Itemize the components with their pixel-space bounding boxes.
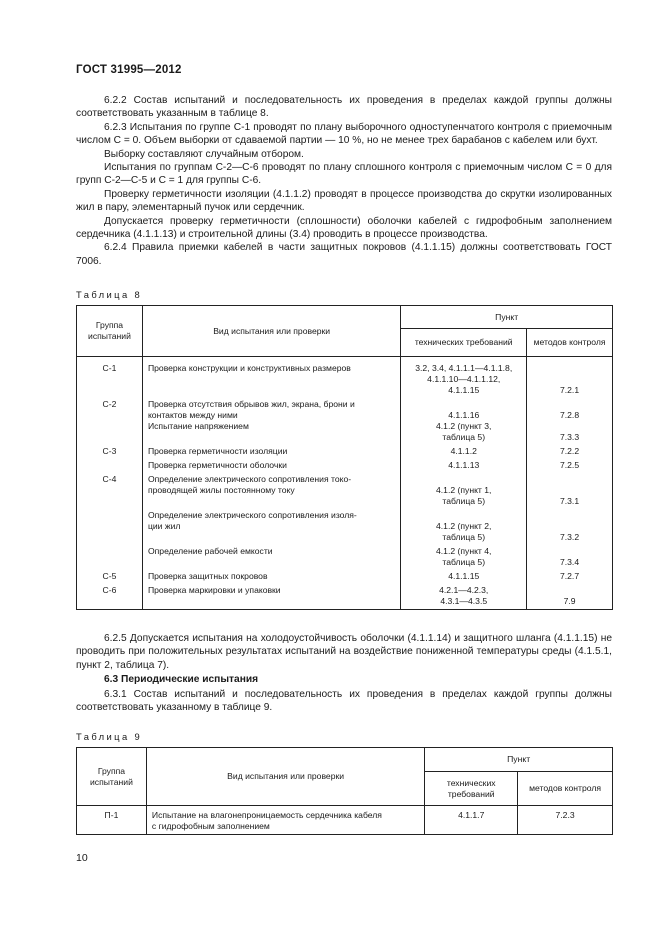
header-kind: Вид испытания или проверки (142, 306, 400, 357)
cell-methods (527, 443, 613, 457)
cell-kind (142, 507, 400, 543)
cell-line: Определение электрического сопротивления токо- (147, 474, 352, 484)
cell-line (406, 510, 521, 521)
cell-line (532, 399, 607, 410)
cell-line: 4.2.1—4.2.3, (439, 585, 489, 595)
cell-line: 7.2.7 (559, 571, 580, 581)
cell-kind (142, 543, 400, 568)
paragraph: Испытания по группам С-2—С-6 проводят по плану сплошного контроля с приемочным числом C = 0 для групп С-2—С-5 и C = 1 для группы С-6. (76, 162, 612, 187)
section-heading: 6.3 Периодические испытания (104, 674, 259, 686)
cell-line: 4.1.1.16 (448, 410, 480, 420)
cell-line: Проверка отсутствия обрывов жил, экрана, брони и (147, 399, 355, 409)
paragraph: 6.2.2 Состав испытаний и последовательность их проведения в пределах каждой группы должны соответствовать указанным в таблице 8. (76, 95, 612, 120)
cell-kind (142, 357, 400, 397)
table8-body (77, 357, 613, 610)
cell-line (82, 460, 137, 471)
header-tech: технических требований (425, 772, 518, 806)
cell-line (532, 510, 607, 521)
cell-kind (142, 471, 400, 507)
cell-line: Определение рабочей емкости (147, 546, 273, 556)
page-number: 10 (76, 852, 88, 864)
cell-line (406, 474, 521, 485)
cell-methods (527, 507, 613, 543)
cell-line: 4.1.1.2 (450, 446, 477, 456)
cell-line: 7.2.8 (559, 410, 580, 420)
cell-line (532, 485, 607, 496)
paragraph: 6.2.4 Правила приемки кабелей в части защитных покровов (4.1.1.15) должны соответствовать ГОСТ 7006. (76, 242, 612, 267)
cell-line: проводящей жилы постоянному току (147, 485, 295, 495)
cell-kind (142, 568, 400, 582)
cell-methods (518, 806, 613, 835)
cell-tech (401, 543, 527, 568)
cell-line: 4.1.1.7 (458, 810, 485, 820)
mid-text (76, 632, 612, 714)
table-row (77, 582, 613, 610)
cell-line: 4.1.1.10—4.1.1.12, (427, 374, 501, 384)
cell-group (77, 357, 143, 397)
cell-line: 4.1.2 (пункт 2, (436, 521, 492, 531)
cell-tech (401, 396, 527, 443)
cell-methods (527, 396, 613, 443)
cell-line: 4.1.1.15 (448, 571, 480, 581)
cell-line: С-3 (102, 446, 117, 456)
cell-line: Проверка герметичности изоляции (147, 446, 288, 456)
cell-line (532, 521, 607, 532)
cell-methods (527, 543, 613, 568)
cell-line (532, 474, 607, 485)
cell-tech (401, 471, 527, 507)
cell-line (532, 421, 607, 432)
paragraph: Проверку герметичности изоляции (4.1.1.2) проводят в процессе производства до скрутки изолированных жил в пару, элементарный пучок или сердечник. (76, 188, 612, 214)
cell-line (82, 546, 137, 557)
cell-line: 4.1.1.13 (448, 460, 480, 470)
table-row (77, 543, 613, 568)
cell-methods (527, 582, 613, 610)
cell-line: 3.2, 3.4, 4.1.1.1—4.1.1.8, (415, 363, 513, 373)
cell-line: Проверка маркировки и упаковки (147, 585, 281, 595)
cell-line: Проверка герметичности оболочки (147, 460, 287, 470)
cell-tech (401, 568, 527, 582)
header-group: Группа испытаний (77, 748, 147, 806)
cell-line: 7.9 (563, 596, 576, 606)
cell-line (406, 399, 521, 410)
header-tech: технических требований (401, 329, 527, 357)
cell-line: таблица 5) (442, 532, 486, 542)
cell-tech (401, 507, 527, 543)
cell-line: таблица 5) (442, 496, 486, 506)
cell-group (77, 806, 147, 835)
header-methods: методов контроля (527, 329, 613, 357)
paragraph: 6.3.1 Состав испытаний и последовательность их проведения в пределах каждой группы должны соответствовать указанному в таблице 9. (76, 688, 612, 714)
cell-kind (142, 396, 400, 443)
table-row (77, 443, 613, 457)
cell-tech (425, 806, 518, 835)
cell-methods (527, 471, 613, 507)
cell-line: таблица 5) (442, 557, 486, 567)
cell-kind (142, 443, 400, 457)
cell-line: П-1 (104, 810, 119, 820)
table9-body (77, 806, 613, 835)
cell-group (77, 543, 143, 568)
table-row (77, 396, 613, 443)
document-header: ГОСТ 31995—2012 (76, 64, 182, 76)
table8-caption: Таблица 8 (76, 289, 143, 300)
cell-line: Определение электрического сопротивления изоля- (147, 510, 357, 520)
cell-line: 7.3.4 (559, 557, 580, 567)
table9-caption: Таблица 9 (76, 731, 143, 742)
cell-kind (142, 457, 400, 471)
cell-line: 7.2.3 (555, 810, 575, 820)
cell-tech (401, 457, 527, 471)
cell-line: ции жил (147, 521, 181, 531)
cell-line: Испытание напряжением (147, 421, 249, 431)
cell-line: С-1 (102, 363, 117, 373)
paragraph: 6.2.3 Испытания по группе С-1 проводят по плану выборочного одноступенчатого контроля с приемочным числом C = 0. Объем выборки от сдаваемой партии — 10 %, но не менее трех барабанов с кабелем или бухт. (76, 121, 612, 147)
header-kind: Вид испытания или проверки (146, 748, 424, 806)
header-group: Группа испытаний (77, 306, 143, 357)
cell-line: 4.1.1.15 (448, 385, 480, 395)
cell-line: 4.1.2 (пункт 1, (436, 485, 492, 495)
cell-group (77, 396, 143, 443)
cell-group (77, 582, 143, 610)
cell-tech (401, 582, 527, 610)
cell-line: 7.2.2 (559, 446, 580, 456)
cell-methods (527, 568, 613, 582)
header-methods: методов контроля (518, 772, 613, 806)
cell-line: Проверка конструкции и конструктивных размеров (147, 363, 351, 373)
cell-line: 7.2.1 (559, 385, 580, 395)
cell-line: 7.3.2 (559, 532, 580, 542)
paragraph: Допускается проверку герметичности (сплошности) оболочки кабелей с гидрофобным заполнением сердечника (4.1.1.13) и строительной длины (3.4) проводить в процессе производства. (76, 215, 612, 241)
cell-group (77, 507, 143, 543)
cell-line (532, 546, 607, 557)
table-row (77, 507, 613, 543)
paragraph: 6.2.5 Допускается испытания на холодоустойчивость оболочки (4.1.1.14) и защитного шланга (4.1.1.15) не проводить при положительных результатах испытаний на воздействие пониженной температуры среды (4.1.5.1, пункт 2, таблица 7). (76, 633, 612, 671)
intro-text (76, 94, 612, 268)
table-row (77, 457, 613, 471)
header-point: Пункт (401, 306, 613, 329)
cell-methods (527, 357, 613, 397)
cell-tech (401, 357, 527, 397)
cell-kind (142, 582, 400, 610)
cell-line: таблица 5) (442, 432, 486, 442)
cell-line: 7.2.5 (559, 460, 580, 470)
table-9 (76, 747, 613, 835)
cell-line (532, 363, 607, 374)
table-row (77, 568, 613, 582)
cell-line: С-2 (102, 399, 117, 409)
table-row (77, 357, 613, 397)
cell-line (82, 510, 137, 521)
cell-line: 4.3.1—4.3.5 (440, 596, 488, 606)
cell-line: 4.1.2 (пункт 3, (436, 421, 492, 431)
table-row (77, 806, 613, 835)
cell-line: С-6 (102, 585, 117, 595)
cell-line: С-4 (102, 474, 117, 484)
cell-line: 7.3.1 (559, 496, 580, 506)
cell-methods (527, 457, 613, 471)
cell-group (77, 568, 143, 582)
cell-line: Проверка защитных покровов (147, 571, 268, 581)
cell-kind (146, 806, 424, 835)
cell-group (77, 457, 143, 471)
cell-line: 7.3.3 (559, 432, 580, 442)
header-point: Пункт (425, 748, 613, 772)
table-row (77, 471, 613, 507)
cell-line: С-5 (102, 571, 117, 581)
cell-line: Испытание на влагонепроницаемость сердечника кабеля (151, 810, 382, 820)
cell-group (77, 443, 143, 457)
cell-line: с гидрофобным заполнением (151, 821, 270, 831)
cell-group (77, 471, 143, 507)
cell-line: 4.1.2 (пункт 4, (436, 546, 492, 556)
cell-line (532, 585, 607, 596)
cell-tech (401, 443, 527, 457)
cell-line (532, 374, 607, 385)
cell-line: контактов между ними (147, 410, 238, 420)
paragraph: Выборку составляют случайным отбором. (104, 148, 304, 160)
table-8 (76, 305, 613, 610)
